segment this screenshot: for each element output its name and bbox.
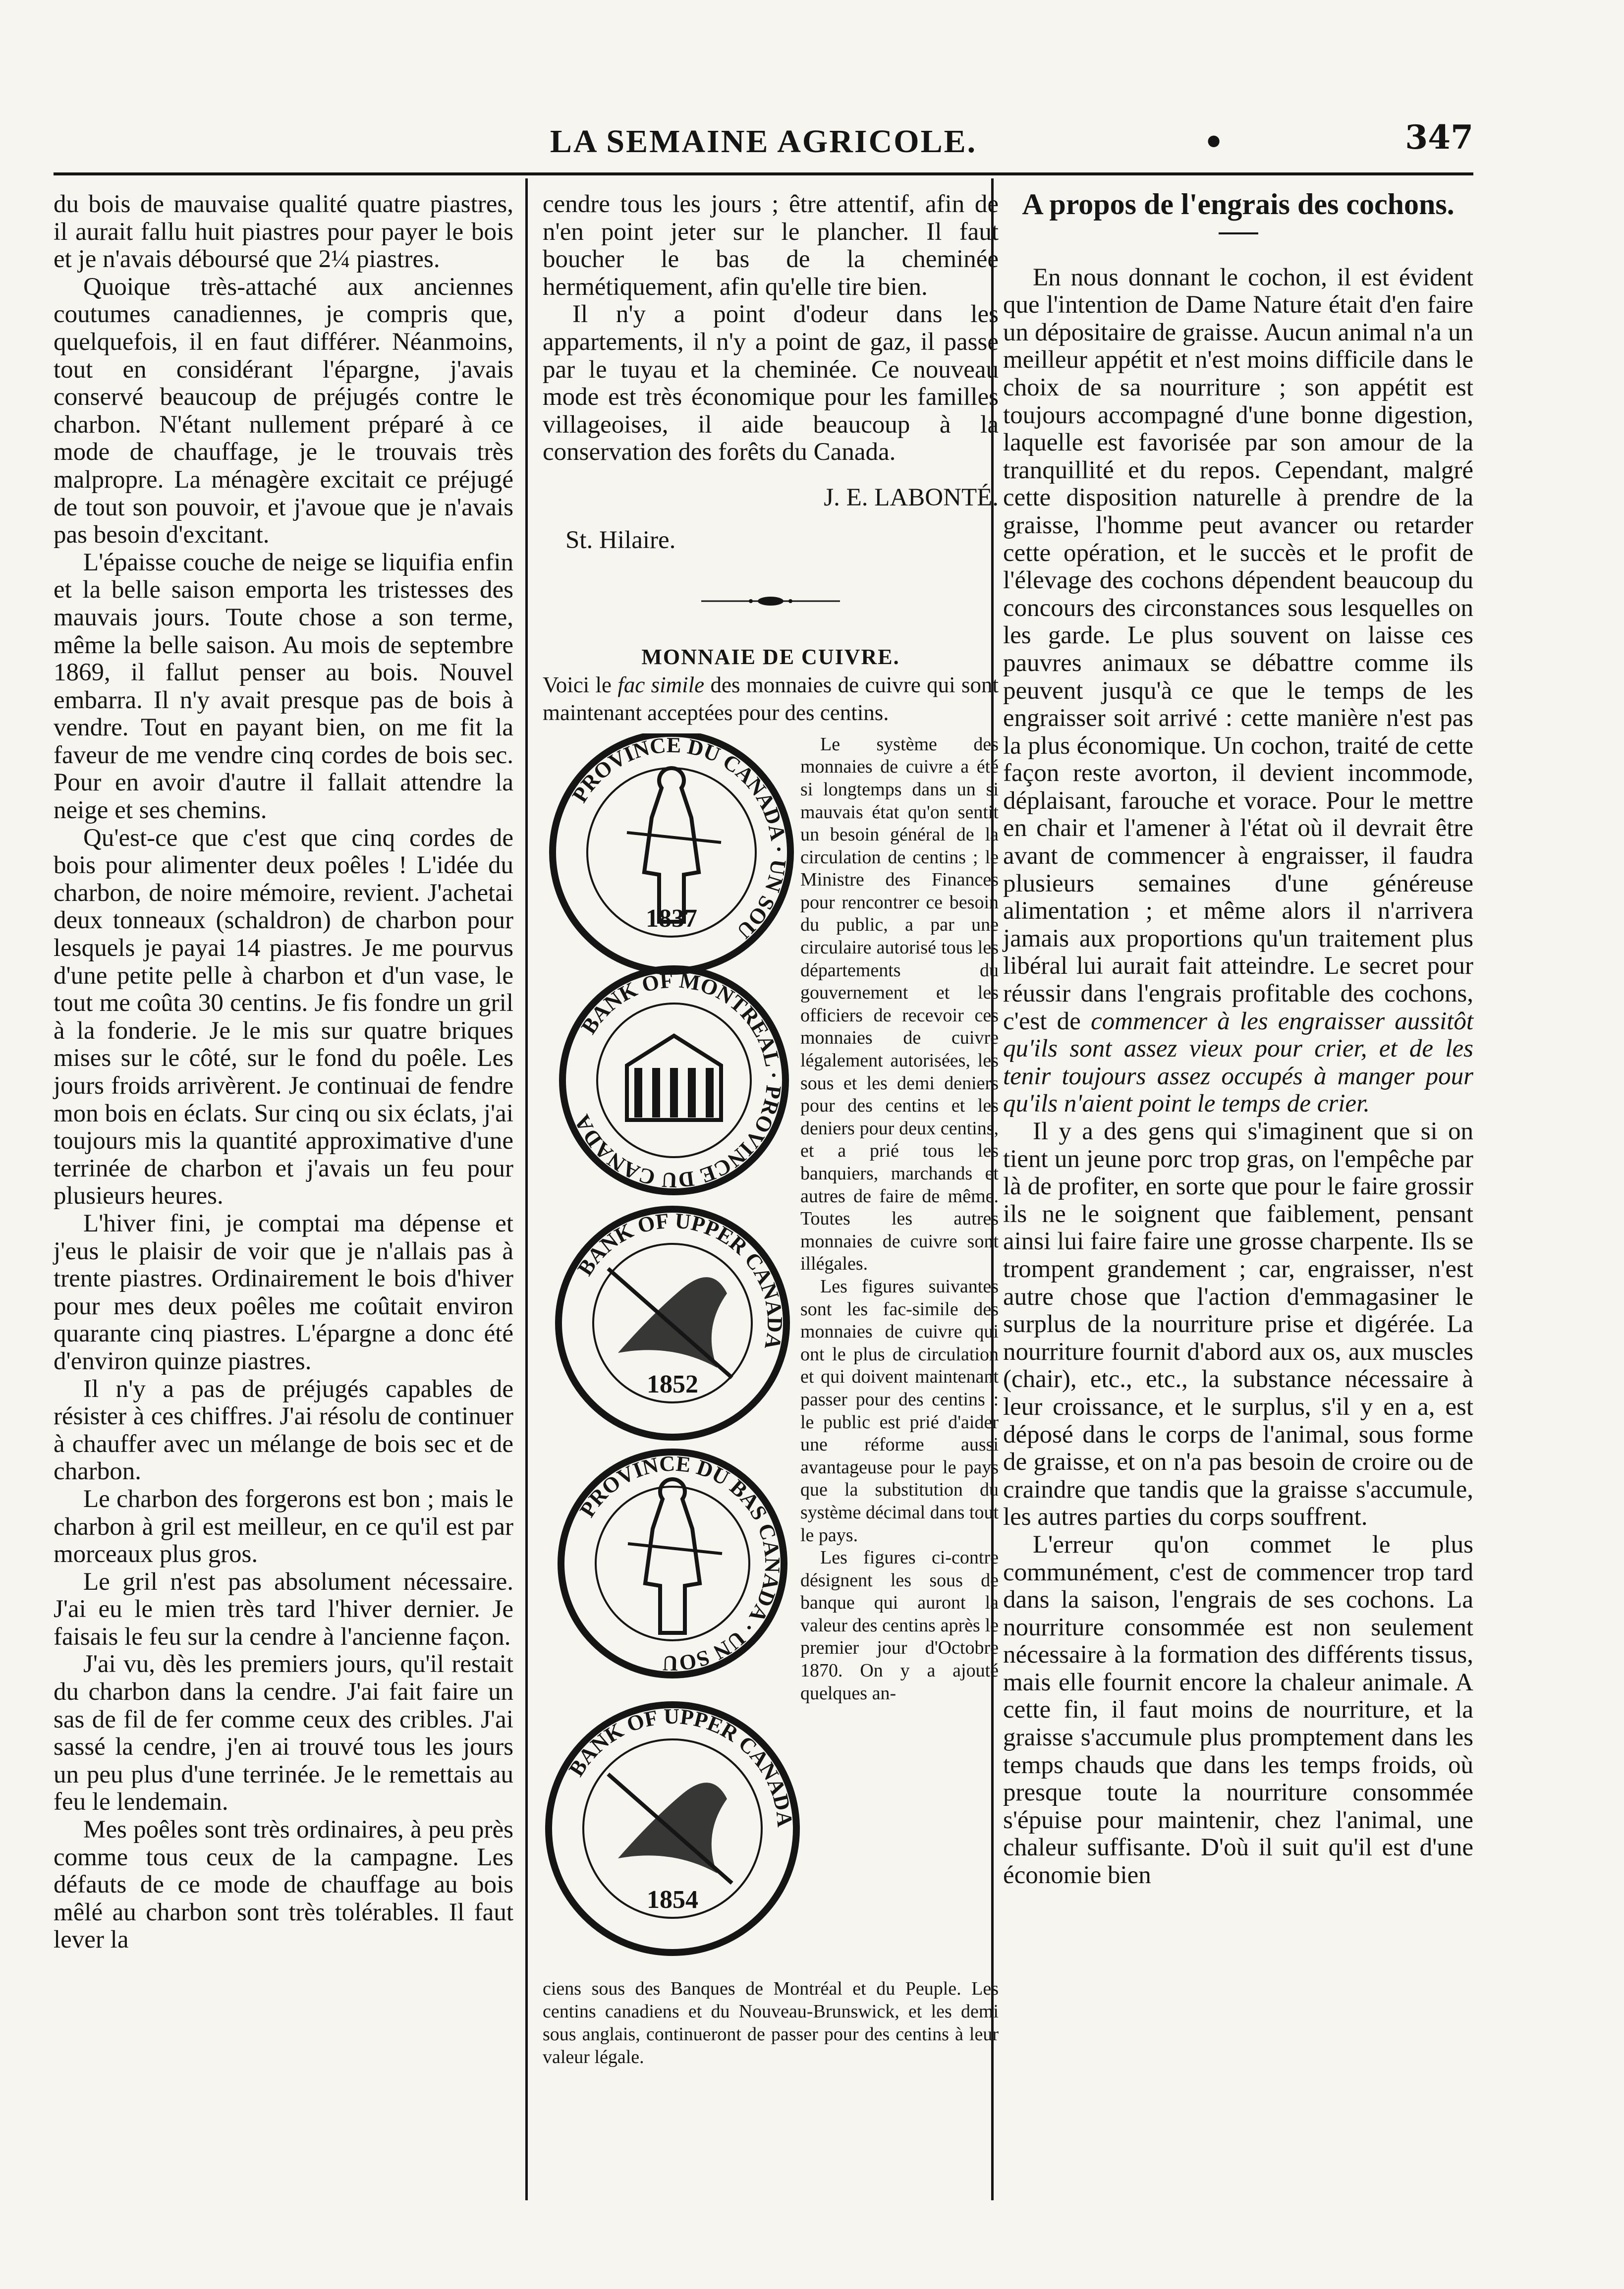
- paragraph: Mes poêles sont très ordinaires, à peu près comme tous ceux de la campagne. Les défauts de ce mode de chauffage au bois mêlé au charbon sont très tolérables. Il faut lever la: [54, 1816, 513, 1954]
- paragraph: Quoique très-attaché aux anciennes coutumes canadiennes, je compris que, quelquefois, il en faut différer. Néanmoins, tout en considérant l'épargne, j'avais conservé beaucoup de préjugés contre le charbon. N'étant nullement préparé à ce mode de chauffage, je le trouvais très malpropre. La ménagère excitait ce préjugé de tout son pouvoir, et j'avoue que je n'avais pas besoin d'excitant.: [54, 273, 513, 549]
- coin-motif: [627, 1036, 721, 1120]
- coin-legend: PROVINCE DU BAS CANADA · UN SOU: [574, 1451, 785, 1676]
- coin-year: 1837: [646, 904, 697, 933]
- coin-1: [553, 733, 791, 971]
- headline-dash: [1219, 232, 1258, 234]
- page-number: 347: [1405, 118, 1473, 157]
- coin-figure-area: [543, 733, 999, 1977]
- header-bullet: •: [1203, 123, 1225, 162]
- author-place: St. Hilaire.: [565, 526, 676, 554]
- coin-2: [562, 968, 786, 1192]
- intro-text: Voici le fac simile des monnaies de cuivre qui sont maintenant acceptées pour des centins.: [543, 672, 999, 725]
- paragraph: du bois de mauvaise qualité quatre piastres, il aurait fallu huit piastres pour payer le bois et je n'avais déboursé que 2¼ piastres.: [54, 190, 513, 274]
- running-header: [54, 118, 1473, 172]
- column-left: [54, 191, 513, 1954]
- paragraph: Il n'y a pas de préjugés capables de résister à ces chiffres. J'ai résolu de continuer à chauffer avec un mélange de bois sec et de charbon.: [54, 1375, 513, 1486]
- paragraph: L'erreur qu'on commet le plus communément, c'est de commencer trop tard dans la saison, l'engrais de ses cochons. La nourriture consommée est non seulement nécessaire à la formation des différents tissus, mais elle fournit encore la chaleur animale. A cette fin, il faut moins de nourriture, et la graisse s'accumule plus promptement dans les temps chauds que dans les temps froids, où presque toute la nourriture consommée s'épuise pour maintenir, chez l'animal, une chaleur suffisante. D'où il suit qu'il est d'une économie bien: [1003, 1530, 1473, 1890]
- coin-legend: BANK OF UPPER CANADA: [572, 1208, 787, 1351]
- paragraph: Le gril n'est pas absolument nécessaire. J'ai eu le mien très tard l'hiver dernier. Je faisais le feu sur la cendre à l'ancienne façon.: [54, 1567, 513, 1651]
- coin-5: [549, 1704, 797, 1953]
- column-divider: [525, 178, 528, 2200]
- author-signature: J. E. LABONTÉ.: [824, 483, 999, 511]
- publication-title: LA SEMAINE AGRICOLE.: [550, 123, 977, 160]
- header-rule: [54, 172, 1473, 175]
- coin-legend: BANK OF MONTREAL · PROVINCE DU CANADA: [569, 968, 786, 1193]
- coin-legend: BANK OF UPPER CANADA: [563, 1704, 797, 1828]
- section-title: MONNAIE DE CUIVRE.: [641, 645, 900, 670]
- column-middle: [543, 191, 999, 2068]
- coin-motif: [608, 1774, 732, 1883]
- paragraph: L'épaisse couche de neige se liquifia enfin et la belle saison emporta les tristesses des mauvais jours. Toute chose a son terme, même la belle saison. Au mois de septembre 1869, il fallut penser au bois. Nouvel embarra. Il n'y avait presque pas de bois à vendre. Tout en payant bien, on me fit la faveur de me vendre cinq cordes de bois sec. Pour en avoir d'autre il fallait attendre la neige et ses chemins.: [54, 548, 513, 825]
- paragraph: J'ai vu, dès les premiers jours, qu'il restait du charbon dans la cendre. J'ai fait faire un sas de fil de fer comme ceux des cribles. J'ai sassé la cendre, j'en ai trouvé tous les jours un peu plus d'une terrinée. Je le remettais au feu le lendemain.: [54, 1650, 513, 1816]
- italic-emphasis: commencer à les engraisser aussitôt qu'ils sont assez vieux pour crier, et de les tenir toujours assez occupés à manger pour qu'ils n'aient point le temps de crier.: [1003, 1007, 1473, 1118]
- paragraph: Il y a des gens qui s'imaginent que si on tient un jeune porc trop gras, on l'empêche par là de profiter, en sorte que pour le faire grossir ils ne le soignent que faiblement, pensant ainsi lui faire faire une grosse charpente. Ils se trompent grandement ; car, engraisser, n'est autre chose que l'action d'emmagasiner le surplus de la nourriture prise et digérée. La nourriture fournit d'abord aux os, aux muscles (chair), etc., etc., la substance nécessaire à leur croissance, et le surplus, s'il y en a, est déposé dans le corps de l'animal, sous forme de graisse, et on n'a pas besoin de croire ou de craindre que tandis que la graisse s'accumule, les autres parties du corps souffrent.: [1003, 1117, 1473, 1531]
- paragraph: Le système des monnaies de cuivre a été si longtemps dans un si mauvais état qu'on sentit un besoin général de la circulation de centins ; le Ministre des Finances pour rencontrer ce besoin du public, a par une circulaire autorisé tous les départements du gouvernement et les officiers de recevoir ces monnaies de cuivre légalement autorisées, les sous et les demi deniers pour des centins et les deniers pour deux centins, et a prié tous les banquiers, marchands et autres de faire de même. Toutes les autres monnaies de cuivre sont illégales.: [800, 733, 999, 1275]
- coin-illustrations: [543, 733, 800, 1977]
- paragraph: Le charbon des forgerons est bon ; mais le charbon à gril est meilleur, en ce qu'il est par morceaux plus gros.: [54, 1485, 513, 1568]
- paragraph: Les figures suivantes sont les fac-simile des monnaies de cuivre qui ont le plus de circulation et qui doivent maintenant passer pour des centins : le public est prié d'aider une réforme aussi avantageuse pour le pays que la substitution du système décimal dans tout le pays.: [800, 1276, 999, 1546]
- coin-legend: PROVINCE DU CANADA · UN SOU: [567, 733, 791, 944]
- coin-motif: [627, 768, 721, 922]
- coin-motif: [608, 1269, 732, 1378]
- paragraph: L'hiver fini, je comptai ma dépense et j'eus le plaisir de voir que je n'allais pas à trente piastres. Ordinairement le bois d'hiver pour mes deux poêles me coûtait environ quarante cinq piastres. L'épargne a donc été d'environ quinze piastres.: [54, 1209, 513, 1375]
- coin-caption: ciens sous des Banques de Montréal et du Peuple. Les centins canadiens et du Nouveau-Brunswick, et les demi sous anglais, continueront de passer pour des centins à leur valeur légale.: [543, 1978, 999, 2067]
- coin-year: 1854: [647, 1885, 698, 1914]
- paragraph: En nous donnant le cochon, il est évident que l'intention de Dame Nature était d'en faire un dépositaire de graisse. Aucun animal n'a un meilleur appétit et n'est moins difficile dans le choix de sa nourriture ; son appétit est toujours accompagné d'une bonne digestion, laquelle est favorisée par son amour de la tranquillité et du repos. Cependant, malgré cette disposition naturelle à prendre de la graisse, l'homme peut avancer ou retarder cette opération, et le succès et le profit de l'élevage des cochons dépendent beaucoup du concours des circonstances sous lesquelles on les garde. Le plus souvent on laisse ces pauvres animaux se débattre comme ils peuvent jusqu'à ce que le temps de les engraisser soit arrivé : cette manière n'est pas la plus économique. Un cochon, traité de cette façon reste avorton, il devient incommode, déplaisant, farouche et vorace. Pour le mettre en chair et l'amener à l'état où il devrait être avant de commencer à engraisser, il faudra plusieurs semaines d'une généreuse alimentation ; et même alors il n'arrivera jamais aux proportions qu'un traitement plus libéral lui aurait fait atteindre. Le secret pour réussir dans l'engrais profitable des cochons, c'est de commencer à les engraisser aussitôt qu'ils sont assez vieux pour crier, et de les tenir toujours assez occupés à manger pour qu'ils n'aient point le temps de crier.: [1003, 263, 1473, 1118]
- coin-motif: [628, 1479, 722, 1633]
- paragraph: Il n'y a point d'odeur dans les appartements, il n'y a point de gaz, il passe par le tuyau et la cheminée. Ce nouveau mode est très économique pour les familles villageoises, il aide beaucoup à la conservation des forêts du Canada.: [543, 300, 999, 466]
- paragraph: cendre tous les jours ; être attentif, afin de n'en point jeter sur le plancher. Il faut boucher le bas de la cheminée hermétiquement, afin qu'elle tire bien.: [543, 190, 999, 301]
- paragraph: Qu'est-ce que c'est que cinq cordes de bois pour alimenter deux poêles ! L'idée du charbon, de noire mémoire, revient. J'achetai deux tonneaux (schaldron) de charbon pour lesquels je payai 14 piastres. Je me pourvus d'une petite pelle à charbon et d'un vase, le tout me coûta 30 centins. Je fis fondre un gril à la fonderie. Je le mis sur quatre briques mises sur le côté, sur le fond du poêle. Les jours froids arrivèrent. Je continuai de fendre mon bois en éclats. Sur cinq ou six éclats, j'ai toujours mis la quantité approximative d'une terrinée de charbon et j'avais un feu pour plusieurs heures.: [54, 824, 513, 1210]
- column-right: [1003, 188, 1473, 1890]
- coin-3: [559, 1208, 787, 1437]
- coin-4: [561, 1451, 784, 1675]
- paragraph: Les figures ci-contre désignent les sous de banque qui auront la valeur des centins après le premier jour d'Octobre 1870. On y a ajouté quelques an-: [800, 1547, 999, 1704]
- coin-year: 1852: [647, 1370, 698, 1398]
- article-headline: A propos de l'engrais des cochons.: [1022, 188, 1455, 221]
- ornament-divider: [696, 594, 845, 609]
- coin-side-text: [800, 733, 999, 1705]
